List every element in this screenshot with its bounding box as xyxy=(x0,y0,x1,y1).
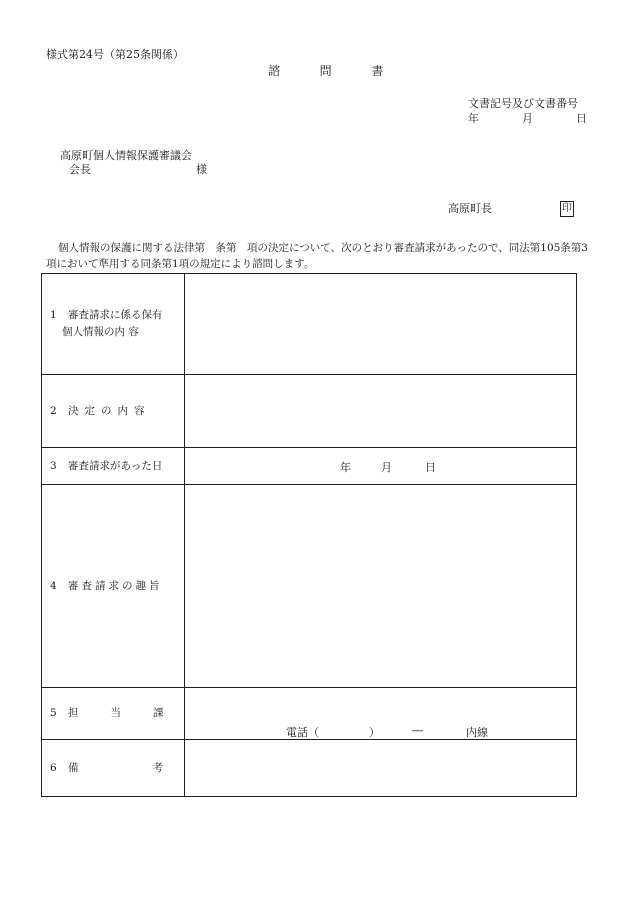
label-line-2: 個人情報の内 容 xyxy=(62,326,139,338)
label-personal-info xyxy=(42,274,185,375)
inquiry-form-table xyxy=(41,273,577,797)
label-text: 審査請求の趣旨 xyxy=(68,579,163,592)
phone-label: 電話（ xyxy=(286,726,319,739)
field-personal-info[interactable] xyxy=(185,274,577,375)
date-month: 月 xyxy=(381,461,392,474)
title-char: 諮 xyxy=(268,64,281,78)
label-char: 担 xyxy=(68,707,79,719)
recipient-council: 高原町個人情報保護審議会 xyxy=(60,149,192,162)
row-number: 4 xyxy=(50,579,57,592)
label-line-1: 審査請求に係る保有 xyxy=(68,309,163,321)
form-number: 様式第24号（第25条関係） xyxy=(46,48,184,61)
row-decision xyxy=(42,375,577,448)
label-char: 備 xyxy=(68,761,79,774)
field-decision[interactable] xyxy=(185,375,577,448)
label-char: 当 xyxy=(110,707,121,719)
phone-close: ） xyxy=(369,726,380,739)
field-remarks[interactable] xyxy=(185,740,577,797)
row-personal-info xyxy=(42,274,577,375)
row-number: 3 xyxy=(50,459,57,472)
label-remarks xyxy=(42,740,185,797)
page-title xyxy=(268,64,383,78)
date-line xyxy=(468,112,587,126)
phone-dash: ― xyxy=(412,724,423,737)
body-line-1: 個人情報の保護に関する法律第 条第 項の決定について、次のとおり審査請求があったので、同法第105条第3 xyxy=(58,242,588,254)
title-char: 問 xyxy=(319,64,332,78)
body-line-2: 項において準用する同条第1項の規定により諮問します。 xyxy=(46,258,315,270)
recipient-honorific: 様 xyxy=(196,163,207,176)
label-char: 課 xyxy=(153,707,164,719)
row-number: 2 xyxy=(50,404,57,417)
field-department[interactable] xyxy=(185,688,577,740)
seal-mark: 印 xyxy=(560,201,574,217)
row-request-date xyxy=(42,448,577,485)
field-request-date[interactable] xyxy=(185,448,577,485)
recipient-chair: 会長 xyxy=(69,163,91,176)
row-department xyxy=(42,688,577,740)
label-decision xyxy=(42,375,185,448)
body-paragraph xyxy=(46,240,586,272)
row-number: 6 xyxy=(50,761,57,774)
date-day: 日 xyxy=(576,112,587,125)
label-request-purpose xyxy=(42,485,185,688)
date-year: 年 xyxy=(468,112,479,125)
extension-label: 内線 xyxy=(466,726,488,739)
field-request-purpose[interactable] xyxy=(185,485,577,688)
label-text: 決定の内容 xyxy=(68,404,151,417)
row-remarks xyxy=(42,740,577,797)
row-number: 1 xyxy=(50,309,57,321)
date-year: 年 xyxy=(340,461,351,474)
label-request-date xyxy=(42,448,185,485)
sender-title: 高原町長 xyxy=(448,202,492,215)
label-char: 考 xyxy=(152,761,163,774)
title-char: 書 xyxy=(371,64,384,78)
row-number: 5 xyxy=(50,707,57,719)
date-day: 日 xyxy=(425,461,436,474)
row-request-purpose xyxy=(42,485,577,688)
label-department xyxy=(42,688,185,740)
doc-number-label: 文書記号及び文書番号 xyxy=(468,97,578,110)
date-month: 月 xyxy=(522,112,533,125)
label-text: 審査請求があった日 xyxy=(68,459,163,472)
